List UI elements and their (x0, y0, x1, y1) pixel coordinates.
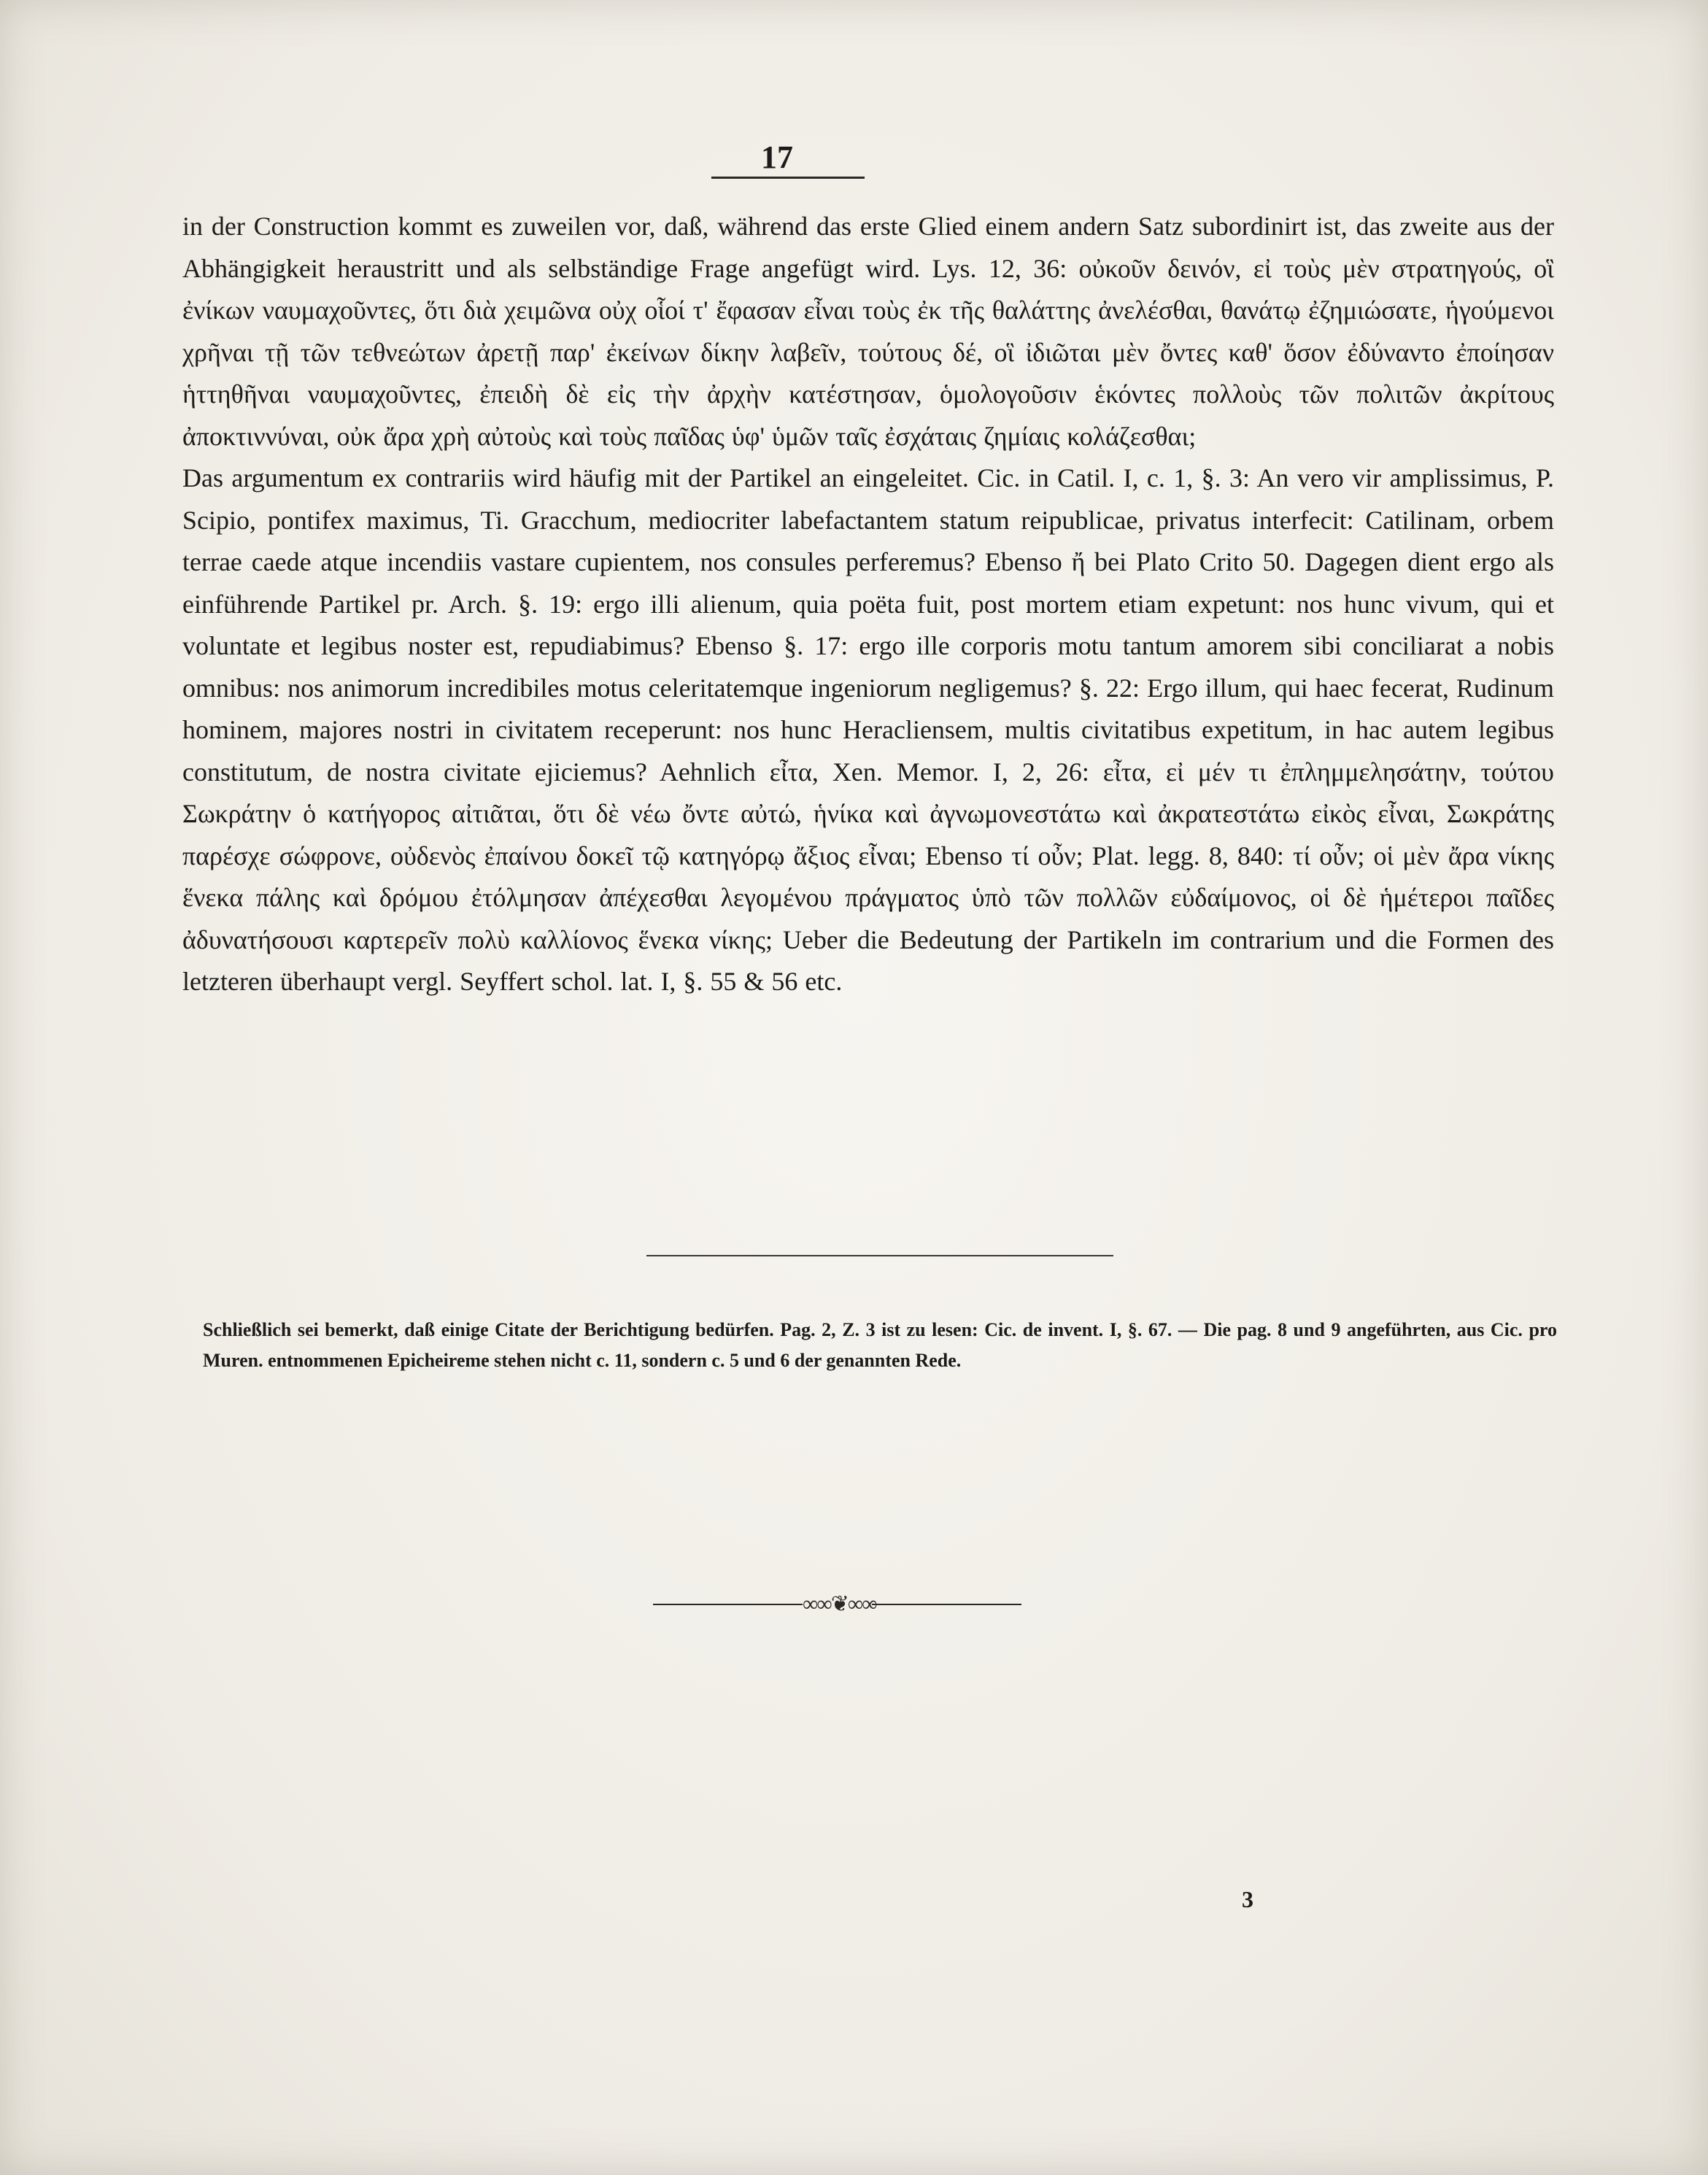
page-number: 17 (761, 139, 793, 175)
signature-mark: 3 (1242, 1886, 1253, 1912)
paragraph-1: in der Construction kommt es zuweilen vor, daß, während das erste Glied einem andern Satz subordinirt ist, das zweite aus der Abhängigkeit heraustritt und als selbständige Frage angefügt wird. Lys. 12, 36: οὐκοῦν δεινόν, εἰ τοὺς μὲν στρατηγούς, οἳ ἐνίκων ναυμαχοῦντες, ὅτι διὰ χειμῶνα οὐχ οἷοί τ' ἔφασαν εἶναι τοὺς ἐκ τῆς θαλάττης ἀνελέσθαι, θανάτῳ ἐζημιώσατε, ἡγούμενοι χρῆναι τῇ τῶν τεθνεώτων ἀρετῇ παρ' ἐκείνων δίκην λαβεῖν, τούτους δέ, οἳ ἰδιῶται μὲν ὄντες καθ' ὅσον ἐδύναντο ἐποίησαν ἡττηθῆναι ναυμαχοῦντες, ἐπειδὴ δὲ εἰς τὴν ἀρχὴν κατέστησαν, ὁμολογοῦσιν ἑκόντες πολλοὺς τῶν πολιτῶν ἀκρίτους ἀποκτιννύναι, οὐκ ἄρα χρὴ αὐτοὺς καὶ τοὺς παῖδας ὑφ' ὑμῶν ταῖς ἐσχάταις ζημίαις κολάζεσθαι; (182, 212, 1554, 451)
paragraph-2: Das argumentum ex contrariis wird häufig mit der Partikel an eingeleitet. Cic. in Catil. I, c. 1, §. 3: An vero vir amplissimus, P. Scipio, pontifex maximus, Ti. Gracchum, mediocriter labefactantem statum reipublicae, privatus interfecit: Catilinam, orbem terrae caede atque incendiis vastare cupientem, nos consules perferemus? Ebenso ἤ bei Plato Crito 50. Dagegen dient ergo als einführende Partikel pr. Arch. §. 19: ergo illi alienum, quia poëta fuit, post mortem etiam expetunt: nos hunc vivum, qui et voluntate et legibus noster est, repudiabimus? Ebenso §. 17: ergo ille corporis motu tantum amorem sibi conciliarat a nobis omnibus: nos animorum incredibiles motus celeritatemque ingeniorum negligemus? §. 22: Ergo illum, qui haec fecerat, Rudinum hominem, majores nostri in civitatem receperunt: nos hunc Heracliensem, multis civitatibus expetitum, in hac autem legibus constitutum, de nostra civitate ejiciemus? Aehnlich εἶτα, Xen. Memor. I, 2, 26: εἶτα, εἰ μέν τι ἐπλημμελησάτην, τούτου Σωκράτην ὁ κατήγορος αἰτιᾶται, ὅτι δὲ νέω ὄντε αὐτώ, ἡνίκα καὶ ἀγνωμονεστάτω καὶ ἀκρατεστάτω εἰκὸς εἶναι, Σωκράτης παρέσχε σώφρονε, οὐδενὸς ἐπαίνου δοκεῖ τῷ κατηγόρῳ ἄξιος εἶναι; Ebenso τί οὖν; Plat. legg. 8, 840: τί οὖν; οἱ μὲν ἄρα νίκης ἕνεκα πάλης καὶ δρόμου ἐτόλμησαν ἀπέχεσθαι λεγομένου πράγματος ὑπὸ τῶν πολλῶν εὐδαίμονος, οἱ δὲ ἡμέτεροι παῖδες ἀδυνατήσουσι καρτερεῖν πολὺ καλλίονος ἕνεκα νίκης; Ueber die Bedeutung der Partikeln im contrarium und die Formen des letzteren überhaupt vergl. Seyffert schol. lat. I, §. 55 & 56 etc. (182, 463, 1554, 996)
footnote: Schließlich sei bemerkt, daß einige Citate der Berichtigung bedürfen. Pag. 2, Z. 3 ist zu lesen: Cic. de invent. I, §. 67. — Die pag. 8 und 9 angeführten, aus Cic. pro Muren. entnommenen Epicheireme stehen nicht c. 11, sondern c. 5 und 6 der genannten Rede. (203, 1319, 1557, 1371)
ornament-line-left (653, 1604, 803, 1605)
ornament-line-right (872, 1604, 1021, 1605)
page-number-rule (711, 177, 865, 179)
main-text (182, 206, 1554, 1003)
show-through-bleed (146, 1270, 1569, 1313)
footnote-rule (646, 1255, 1113, 1256)
ornament-knot-icon: ∞∞❦∞∞ (803, 1592, 876, 1616)
section-ornament (653, 1587, 1021, 1623)
